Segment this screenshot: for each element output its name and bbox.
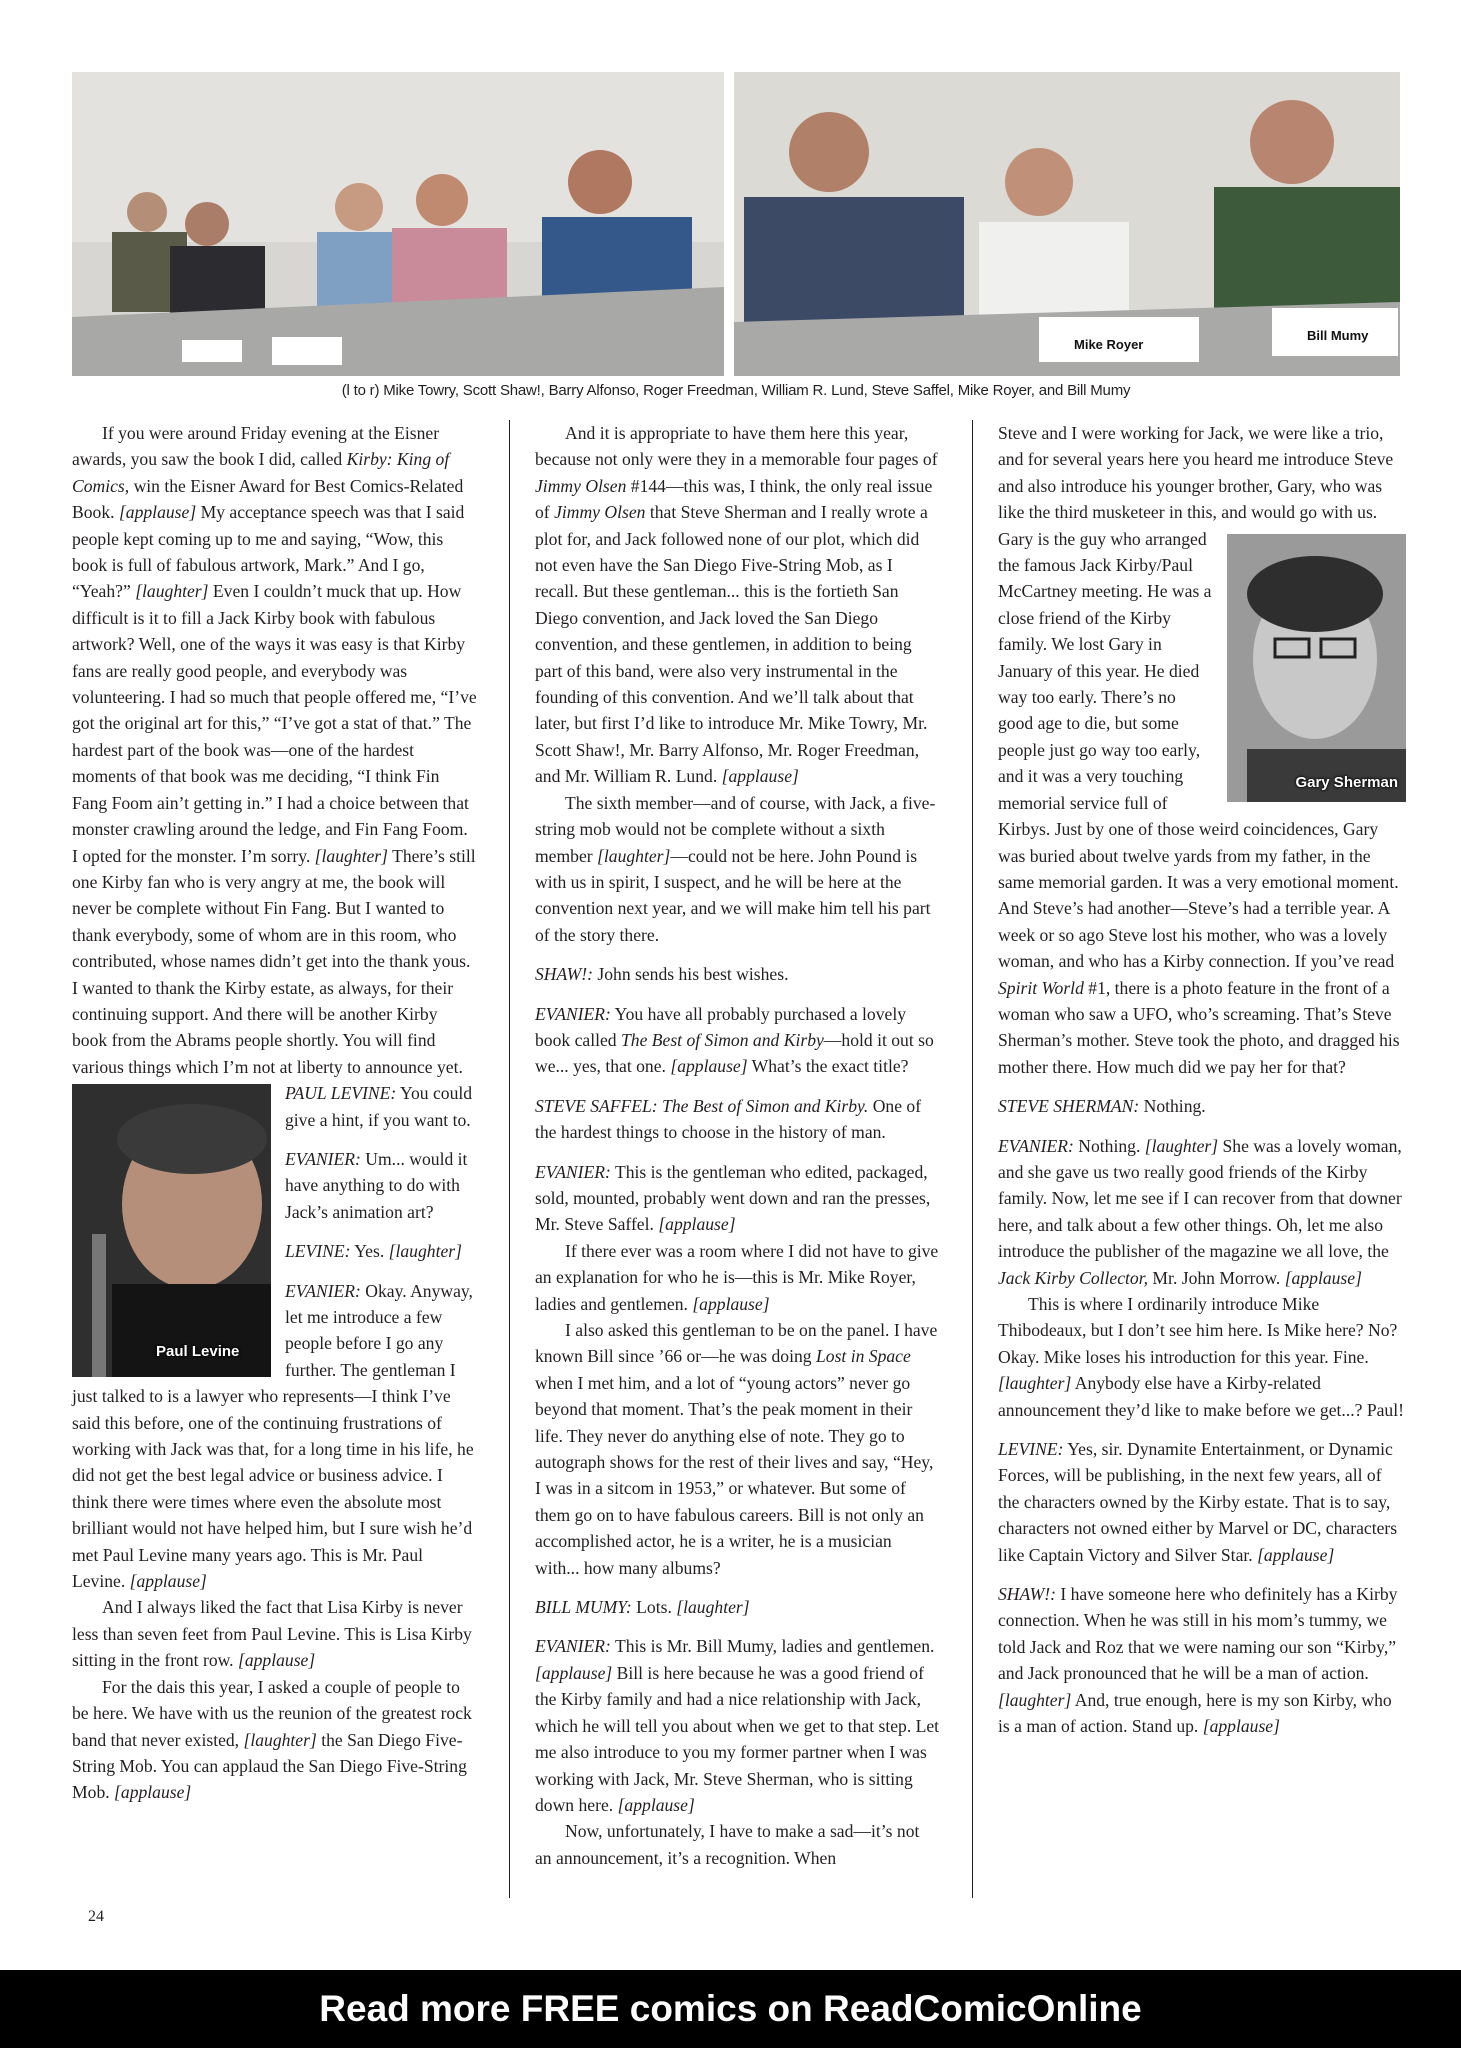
- speaker-line: PAUL LEVINE: You could give a hint, if you want to.: [285, 1083, 473, 1130]
- speaker-line: STEVE SAFFEL: The Best of Simon and Kirby. One of the hardest things to choose in the history of man.: [535, 1095, 922, 1143]
- paragraph: If there ever was a room where I did not have to give an explanation for who he is—this is Mr. Mike Royer, ladies and gentlemen. [applause]: [535, 1240, 939, 1314]
- column-2: [535, 420, 940, 1871]
- speaker-line: EVANIER: You have all probably purchased a lovely book called The Best of Simon and Kirby—hold it out so we... yes, that one. [applause] What’s the exact title?: [535, 1003, 934, 1077]
- panel-photo-left: [72, 72, 724, 376]
- paragraph: For the dais this year, I asked a couple of people to be here. We have with us the reunion of the greatest rock band that never existed, [laughter] the San Diego Five-String Mob. You can applaud the San Diego Five-String Mob. [applause]: [72, 1676, 472, 1803]
- photo-label-gary-sherman: Gary Sherman: [1295, 773, 1398, 791]
- column-1: [72, 420, 477, 1806]
- paragraph: The sixth member—and of course, with Jack, a five-string mob would not be complete without a sixth member [laughter]—could not be here. John Pound is with us in spirit, I suspect, and he will be here at the convention next year, and we will make him tell his part of the story there.: [535, 792, 936, 945]
- paragraph: Now, unfortunately, I have to make a sad—it’s not an announcement, it’s a recognition. When: [535, 1821, 920, 1868]
- paragraph: This is where I ordinarily introduce Mike Thibodeaux, but I don’t see him here. Is Mike here? No? Okay. Mike loses his introduction for this year. Fine. [laughter] Anybody else have a Kirby-related announcement they’d like to make before we get...? Paul!: [998, 1294, 1404, 1420]
- column-3: [998, 420, 1406, 1740]
- placard-bill-mumy: Bill Mumy: [1307, 328, 1369, 343]
- paragraph: If you were around Friday evening at the Eisner awards, you saw the book I did, called Kirby: King of Comics, win the Eisner Award for Best Comics-Related Book. [applause] My acceptance speech was that I said people kept coming up to me and saying, “Wow, this book is full of fabulous artwork, Mark.” And I go, “Yeah?” [laughter] Even I couldn’t muck that up. How difficult is it to fill a Jack Kirby book with fabulous artwork? Well, one of the ways it was easy is that Kirby fans are really good people, and everybody was volunteering. I had so much that people offered me, “I’ve got the original art for this,” “I’ve got a stat of that.” The hardest part of the book was—one of the hardest moments of that book was me deciding, “I think Fin Fang Foom ain’t getting in.” I had a choice between that monster crawling around the ledge, and Fin Fang Foom. I opted for the monster. I’m sorry. [laughter] There’s still one Kirby fan who is very angry at me, the book will never be complete without Fin Fang. But I wanted to thank everybody, some of whom are in this room, who contributed, whose names didn’t get into the thank yous. I wanted to thank the Kirby estate, as always, for their continuing support. And there will be another Kirby book from the Abrams people shortly. You will find various things which I’m not at liberty to announce yet.: [72, 423, 477, 1077]
- speaker-line: EVANIER: Um... would it have anything to do with Jack’s animation art?: [285, 1148, 468, 1222]
- speaker-line: EVANIER: Nothing. [laughter] She was a lovely woman, and she gave us two really good friends of the Kirby family. Now, let me see if I can recover from that downer here, and talk about a few other things. Oh, let me also introduce the publisher of the magazine we all love, the Jack Kirby Collector, Mr. John Morrow. [applause]: [998, 1135, 1402, 1288]
- paragraph: And I always liked the fact that Lisa Kirby is never less than seven feet from Paul Levine. This is Lisa Kirby sitting in the front row. [applause]: [72, 1597, 472, 1671]
- panel-photo-right: [734, 72, 1400, 376]
- speaker-line: LEVINE: Yes. [laughter]: [285, 1241, 462, 1262]
- column-divider: [972, 420, 973, 1898]
- paragraph: Steve and I were working for Jack, we were like a trio, and for several years here you heard me introduce Steve and also introduce his younger brother, Gary, who was like the third musketeer in this, and would go with us. Gary is the guy who arranged the famous Jack Kirby/Paul McCartney meeting. He was a close friend of the Kirby family. We lost Gary in January of this year. He died way too early. There’s no good age to die, but some people just go way too early, and it was a very touching memorial service full of Kirbys. Just by one of those weird coincidences, Gary was buried about twelve yards from my father, in the same memorial garden. It was a very emotional moment. And Steve’s had another—Steve’s had a terrible year. A week or so ago Steve lost his mother, who was a lovely woman, and who has a Kirby connection. If you’ve read Spirit World #1, there is a photo feature in the front of a woman who saw a UFO, who’s screaming. That’s Steve Sherman’s mother. Steve took the photo, and dragged his mother there. How much did we pay her for that?: [998, 423, 1400, 1077]
- speaker-line: EVANIER: This is Mr. Bill Mumy, ladies and gentlemen. [applause] Bill is here because he was a good friend of the Kirby family and had a nice relationship with Jack, which he will tell you about when we get to that step. Let me also introduce to you my former partner when I was working with Jack, Mr. Steve Sherman, who is sitting down here. [applause]: [535, 1636, 940, 1815]
- speaker-line: BILL MUMY: Lots. [laughter]: [535, 1597, 750, 1618]
- paragraph: I also asked this gentleman to be on the panel. I have known Bill since ’66 or—he was doing Lost in Space when I met him, and a lot of “young actors” never go beyond that moment. That’s the peak moment in their life. They never do anything else of note. They go to autograph shows for the rest of their lives and say, “Hey, I was in a sitcom in 1953,” or whatever. But some of them go on to have fabulous careers. Bill is not only an accomplished actor, he is a writer, he is a musician with... how many albums?: [535, 1320, 938, 1578]
- promo-banner[interactable]: [0, 1970, 1461, 2048]
- speaker-line: LEVINE: Yes, sir. Dynamite Entertainment, or Dynamic Forces, will be publishing, in the next few years, all of the characters owned by the Kirby estate. That is to say, characters not owned either by Marvel or DC, characters like Captain Victory and Silver Star. [applause]: [998, 1439, 1398, 1565]
- photo-label-paul-levine: Paul Levine: [156, 1342, 240, 1360]
- photo-caption: (l to r) Mike Towry, Scott Shaw!, Barry Alfonso, Roger Freedman, William R. Lund, Steve Saffel, Mike Royer, and Bill Mumy: [341, 382, 1131, 399]
- column-divider: [509, 420, 510, 1898]
- speaker-line: EVANIER: This is the gentleman who edited, packaged, sold, mounted, probably went down and ran the presses, Mr. Steve Saffel. [applause]: [535, 1161, 931, 1235]
- placard-mike-royer: Mike Royer: [1074, 337, 1144, 352]
- photo-paul-levine: [72, 1084, 271, 1377]
- photo-gary-sherman: [1227, 534, 1406, 802]
- promo-banner-text[interactable]: Read more FREE comics on ReadComicOnline: [319, 1988, 1142, 2029]
- paragraph: And it is appropriate to have them here this year, because not only were they in a memorable four pages of Jimmy Olsen #144—this was, I think, the only real issue of Jimmy Olsen that Steve Sherman and I really wrote a plot for, and Jack followed none of our plot, which did not even have the San Diego Five-String Mob, as I recall. But these gentleman... this is the fortieth San Diego convention, and Jack loved the San Diego convention, and these gentlemen, in addition to being part of this band, were also very instrumental in the founding of this convention. And we’ll talk about that later, but first I’d like to introduce Mr. Mike Towry, Mr. Scott Shaw!, Mr. Barry Alfonso, Mr. Roger Freedman, and Mr. William R. Lund. [applause]: [535, 423, 938, 787]
- speaker-line: SHAW!: John sends his best wishes.: [535, 964, 789, 985]
- page-number: 24: [88, 1908, 104, 1925]
- speaker-line: STEVE SHERMAN: Nothing.: [998, 1096, 1206, 1117]
- speaker-line: EVANIER: Okay. Anyway, let me introduce a few people before I go any further. The gentleman I just talked to is a lawyer who represents—I think I’ve said this before, one of the continuing frustrations of working with Jack was that, for a long time in his life, he did not get the best legal advice or business advice. I think there were times where even the absolute most brilliant would not have helped him, but I sure wish he’d met Paul Levine many years ago. This is Mr. Paul Levine. [applause]: [72, 1280, 474, 1592]
- photo-strip: [72, 72, 1400, 376]
- speaker-line: SHAW!: I have someone here who definitely has a Kirby connection. When he was still in his mom’s tummy, we told Jack and Roz that we were naming our son “Kirby,” and Jack pronounced that he will be a man of action. [laughter] And, true enough, here is my son Kirby, who is a man of action. Stand up. [applause]: [998, 1584, 1398, 1737]
